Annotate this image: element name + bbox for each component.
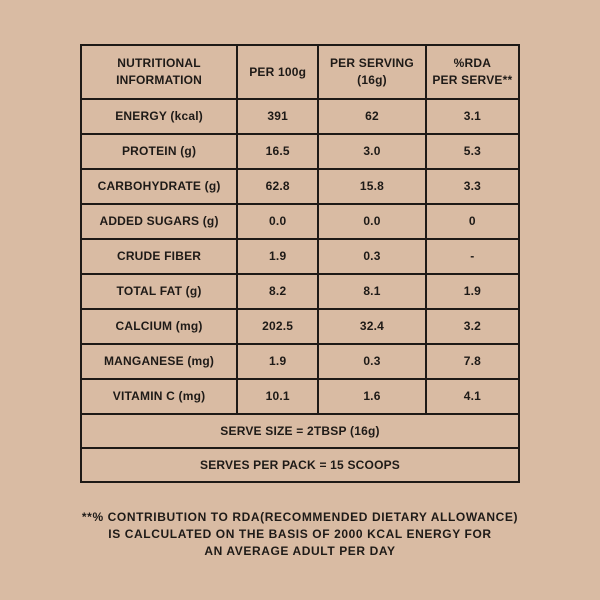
- value-per-serving: 0.3: [318, 239, 425, 274]
- value-per-100g: 202.5: [237, 309, 318, 344]
- header-label-line-1: NUTRITIONAL: [117, 56, 201, 70]
- nutrition-table-header: [81, 45, 519, 99]
- header-serving-line-1: PER SERVING: [329, 56, 414, 70]
- header-rda-line-2: PER SERVE**: [432, 73, 513, 87]
- value-rda: 0: [426, 204, 519, 239]
- nutrition-table-body: [81, 99, 519, 482]
- header-row: [81, 45, 519, 99]
- footnote-line-2: IS CALCULATED ON THE BASIS OF 2000 KCAL ENERGY FOR: [108, 527, 492, 541]
- value-per-serving: 3.0: [318, 134, 425, 169]
- footnote-line-3: AN AVERAGE ADULT PER DAY: [204, 544, 396, 558]
- value-per-serving: 15.8: [318, 169, 425, 204]
- header-serving-line-2: (16g): [357, 73, 387, 87]
- value-per-100g: 62.8: [237, 169, 318, 204]
- nutrient-label: CALCIUM (mg): [81, 309, 237, 344]
- value-rda: -: [426, 239, 519, 274]
- footnote-line-1: **% CONTRIBUTION TO RDA(RECOMMENDED DIETARY ALLOWANCE): [81, 510, 519, 524]
- value-rda: 7.8: [426, 344, 519, 379]
- header-nutritional-information: [81, 45, 237, 99]
- value-per-serving: 32.4: [318, 309, 425, 344]
- table-row: [81, 204, 519, 239]
- header-per-100g: PER 100g: [237, 45, 318, 99]
- value-per-100g: 1.9: [237, 344, 318, 379]
- table-row: [81, 379, 519, 414]
- nutrient-label: VITAMIN C (mg): [81, 379, 237, 414]
- value-per-100g: 1.9: [237, 239, 318, 274]
- table-row: [81, 309, 519, 344]
- nutrition-table: [80, 44, 520, 483]
- value-rda: 3.1: [426, 99, 519, 134]
- value-rda: 3.2: [426, 309, 519, 344]
- serves-per-pack-text: SERVES PER PACK = 15 SCOOPS: [81, 448, 519, 482]
- table-row: [81, 99, 519, 134]
- value-per-100g: 8.2: [237, 274, 318, 309]
- value-rda: 3.3: [426, 169, 519, 204]
- value-per-100g: 391: [237, 99, 318, 134]
- table-row: [81, 169, 519, 204]
- table-row: [81, 134, 519, 169]
- header-rda-line-1: %RDA: [453, 56, 492, 70]
- value-per-serving: 8.1: [318, 274, 425, 309]
- value-rda: 4.1: [426, 379, 519, 414]
- serve-size-text: SERVE SIZE = 2TBSP (16g): [81, 414, 519, 448]
- nutrient-label: TOTAL FAT (g): [81, 274, 237, 309]
- table-row: [81, 344, 519, 379]
- value-rda: 5.3: [426, 134, 519, 169]
- nutrient-label: ENERGY (kcal): [81, 99, 237, 134]
- value-per-100g: 16.5: [237, 134, 318, 169]
- nutrient-label: CARBOHYDRATE (g): [81, 169, 237, 204]
- header-per-serving: [318, 45, 425, 99]
- rda-footnote: [0, 509, 600, 560]
- value-per-serving: 0.0: [318, 204, 425, 239]
- value-per-serving: 1.6: [318, 379, 425, 414]
- header-label-line-2: INFORMATION: [116, 73, 203, 87]
- table-row: [81, 239, 519, 274]
- serve-size-row: [81, 414, 519, 448]
- value-per-100g: 0.0: [237, 204, 318, 239]
- nutrient-label: ADDED SUGARS (g): [81, 204, 237, 239]
- nutrient-label: MANGANESE (mg): [81, 344, 237, 379]
- value-per-100g: 10.1: [237, 379, 318, 414]
- table-row: [81, 274, 519, 309]
- value-rda: 1.9: [426, 274, 519, 309]
- serves-per-pack-row: [81, 448, 519, 482]
- nutrient-label: PROTEIN (g): [81, 134, 237, 169]
- value-per-serving: 62: [318, 99, 425, 134]
- header-rda: [426, 45, 519, 99]
- nutrient-label: CRUDE FIBER: [81, 239, 237, 274]
- value-per-serving: 0.3: [318, 344, 425, 379]
